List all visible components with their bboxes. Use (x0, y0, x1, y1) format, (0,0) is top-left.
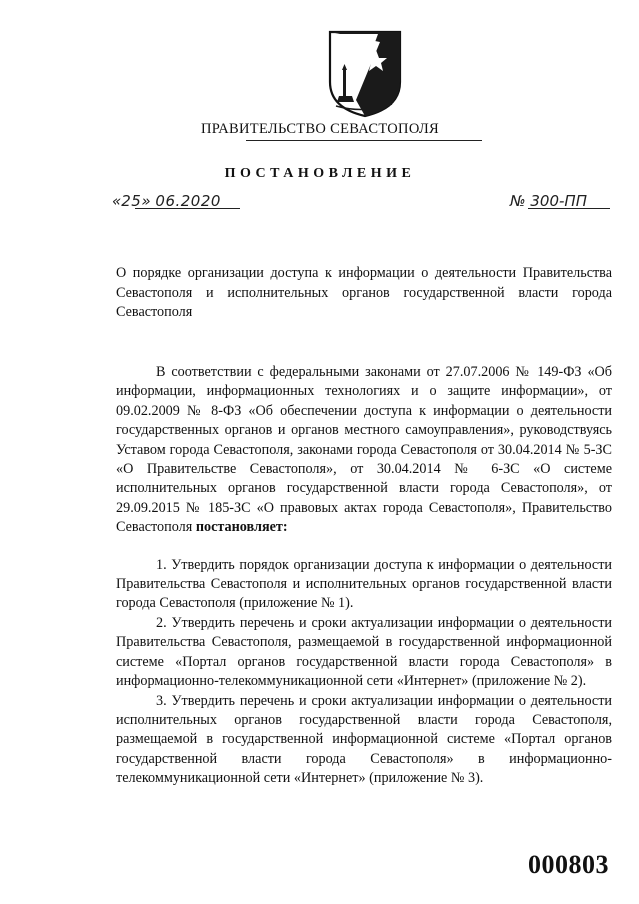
number-prefix: № (510, 192, 526, 210)
item-paragraph-1: 1. Утвердить порядок организации доступа к информации о деятельности Правительства Севастополя и исполнительных органов государственной власти города Севастополя (приложение № 1). (116, 556, 612, 612)
document-body (116, 363, 612, 789)
organization-underline (246, 140, 482, 141)
document-subject: О порядке организации доступа к информации о деятельности Правительства Севастополя и исполнительных органов государственной власти города Севастополя (116, 265, 612, 320)
preamble-paragraph (116, 363, 612, 538)
date-month-year: 06.2020 (155, 192, 221, 210)
date-underline (135, 208, 240, 209)
date-close-quote: » (141, 192, 151, 210)
item-paragraph-2: 2. Утвердить перечень и сроки актуализации информации о деятельности Правительства Севастополя, размещаемой в государственной информационной системе «Портал органов государственной власти города Севастополя» в информационно-телекоммуникационной сети «Интернет» (приложение № 2). (116, 614, 612, 690)
organization-name: ПРАВИТЕЛЬСТВО СЕВАСТОПОЛЯ (201, 121, 439, 137)
number-value: 300-ПП (530, 192, 587, 210)
form-serial-number: 000803 (528, 850, 609, 879)
preamble-text: В соответствии с федеральными законами от 27.07.2006 № 149-ФЗ «Об информации, информационных технологиях и о защите информации», от 09.02.2009 № 8-ФЗ «Об обеспечении доступа к информации о деятельности государственных органов и органов местного самоуправления», руководствуясь Уставом города Севастополя, законами города Севастополя от 30.04.2014 № 5-ЗС «О Правительстве Севастополя», от 30.04.2014 № 6-ЗС «О системе исполнительных органов государственной власти города Севастополя», от 29.09.2015 № 185-ЗС «О правовых актах города Севастополя», Правительство Севастополя (116, 364, 612, 536)
preamble-bold-word: постановляет: (195, 519, 288, 536)
number-underline (528, 208, 610, 209)
document-type-title: ПОСТАНОВЛЕНИЕ (224, 166, 416, 181)
date-open-quote: « (112, 192, 122, 210)
coat-of-arms-emblem (326, 30, 404, 118)
date-day: 25 (121, 192, 142, 210)
item-paragraph-3: 3. Утвердить перечень и сроки актуализации информации о деятельности исполнительных органов государственной власти города Севастополя, размещаемой в государственной информационной системе «Портал органов государственной власти города Севастополя» в информационно-телекоммуникационной сети «Интернет» (приложение № 3). (116, 692, 612, 787)
